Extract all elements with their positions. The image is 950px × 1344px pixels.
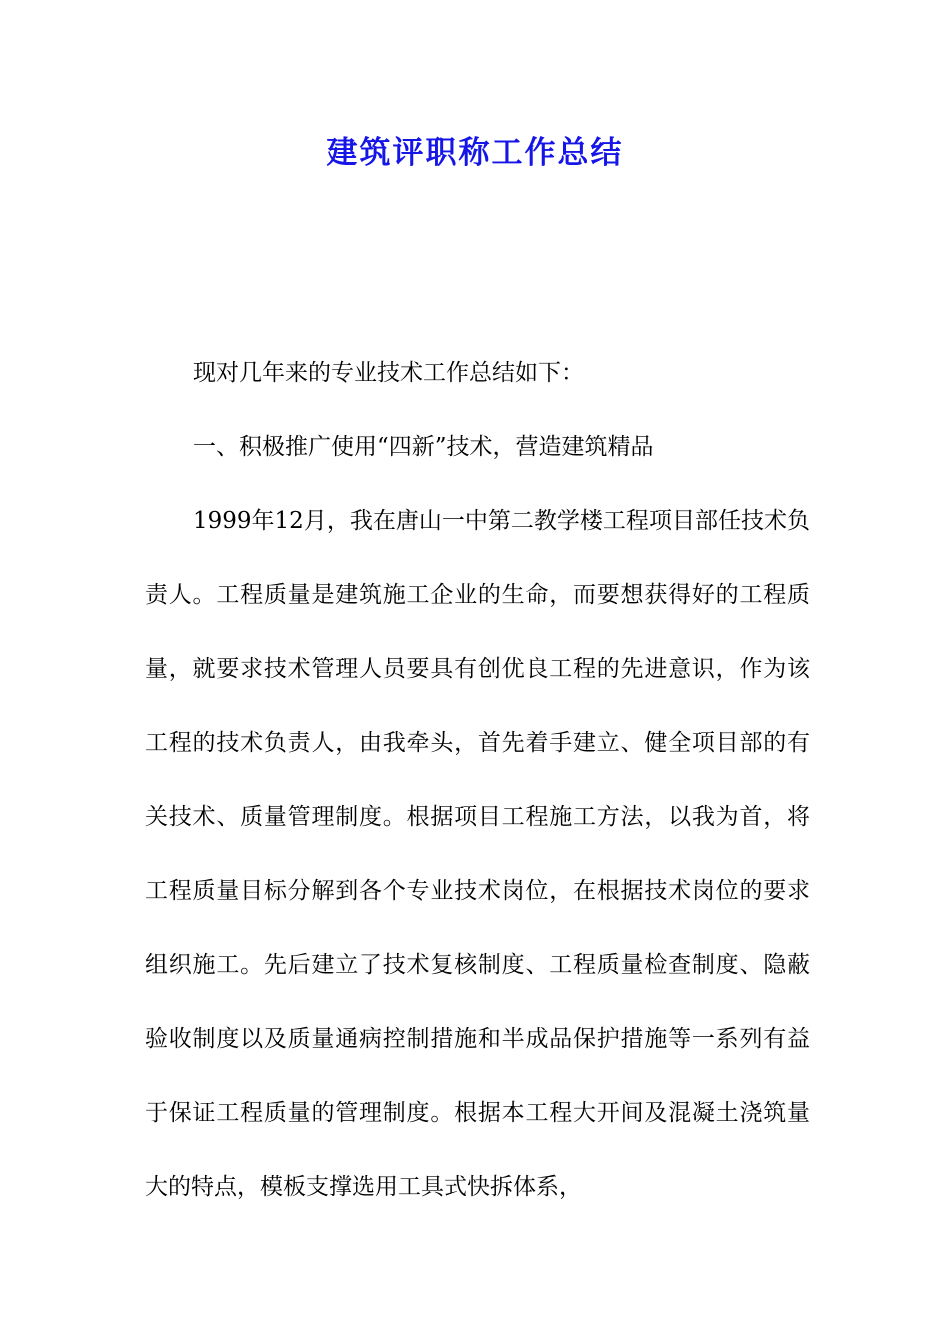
document-title: 建筑评职称工作总结: [326, 135, 624, 171]
section-heading: 一、积极推广使用“四新”技术，营造建筑精品: [193, 434, 654, 460]
body-paragraph: 1999年12月，我在唐山一中第二教学楼工程项目部任技术负责人。工程质量是建筑施工企业的生命，而要想获得好的工程质量，就要求技术管理人员要具有创优良工程的先进意识，作为该工程的技术负责人，由我牵头，首先着手建立、健全项目部的有关技术、质量管理制度。根据项目工程施工方法，以我为首，将工程质量目标分解到各个专业技术岗位，在根据技术岗位的要求组织施工。先后建立了技术复核制度、工程质量检查制度、隐蔽验收制度以及质量通病控制措施和半成品保护措施等一系列有益于保证工程质量的管理制度。根据本工程大开间及混凝土浇筑量大的特点，模板支撑选用工具式快拆体系，: [145, 508, 810, 1200]
document-body: [145, 336, 810, 1224]
intro-paragraph: 现对几年来的专业技术工作总结如下：: [193, 360, 584, 386]
